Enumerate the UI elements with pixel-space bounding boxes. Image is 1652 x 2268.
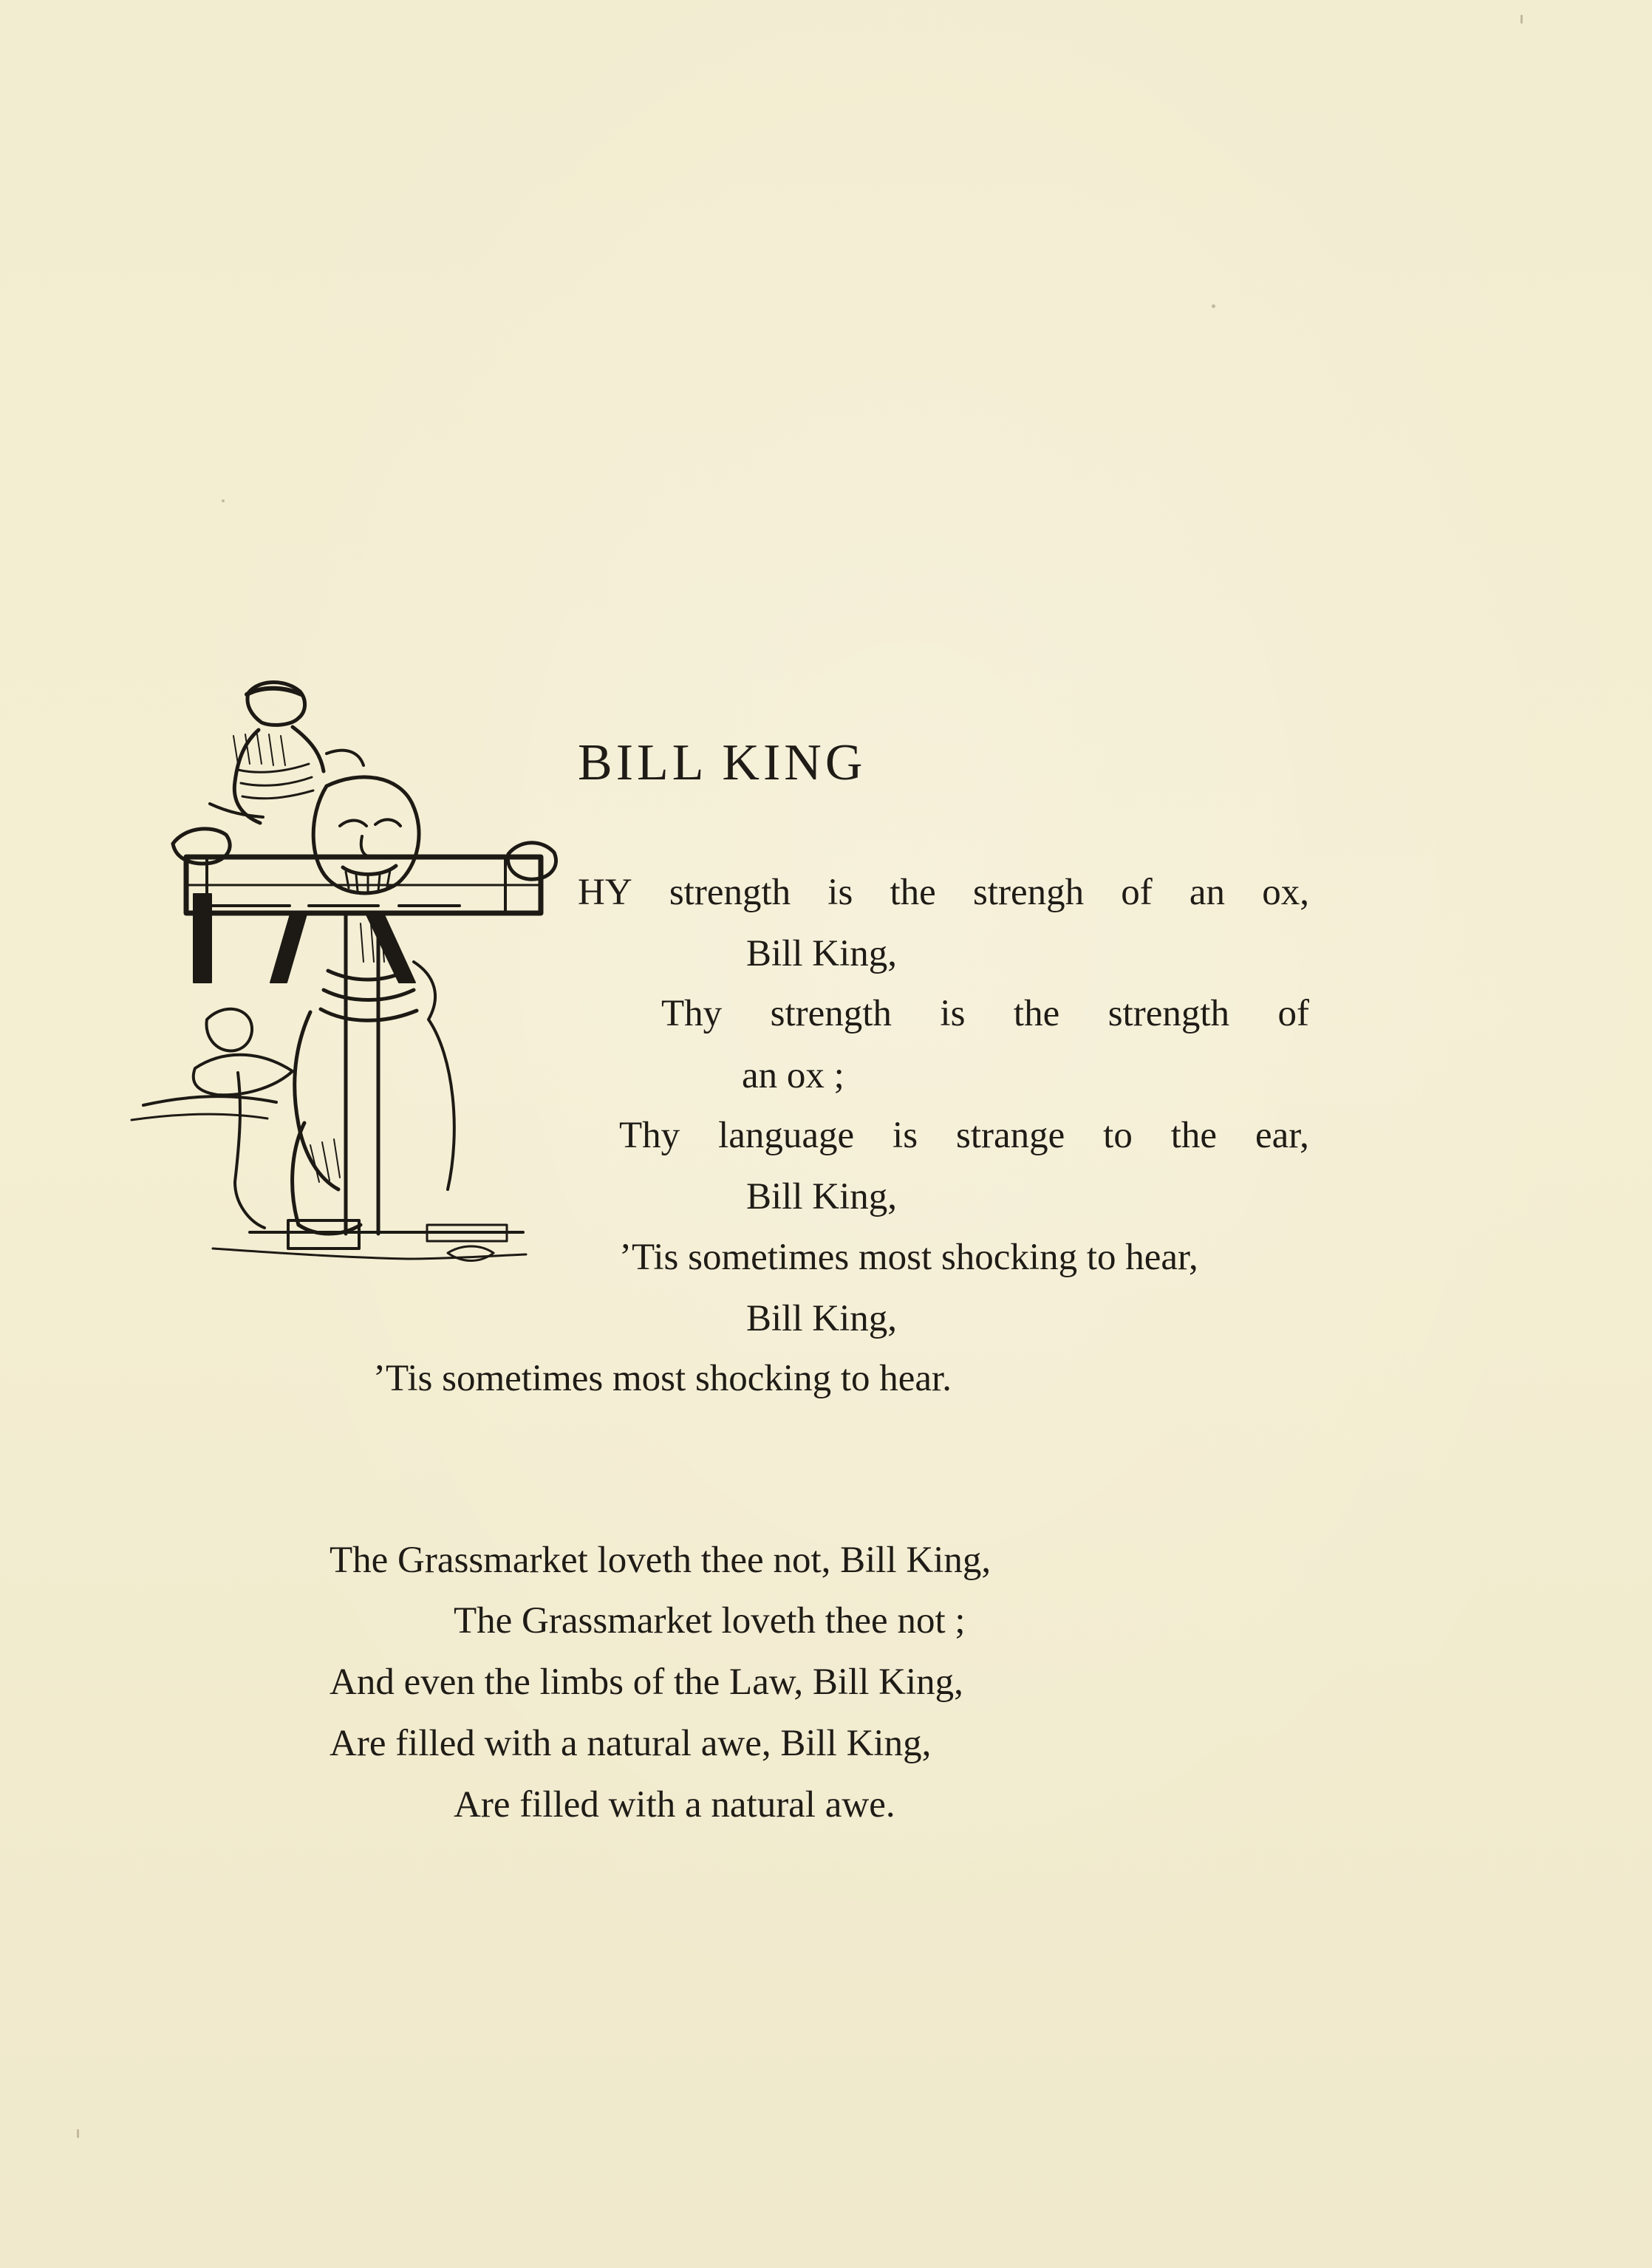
stanza-2-line-4: Are filled with a natural awe, Bill King,: [330, 1723, 932, 1764]
paper-speck: [1520, 15, 1523, 24]
poem-word: is: [892, 1115, 918, 1156]
poem-line-4: an ox ;: [742, 1055, 844, 1096]
poem-line-6: Bill King,: [746, 1176, 898, 1217]
drop-cap-w-pillory-illustration: [124, 672, 575, 1285]
poem-word: language: [718, 1115, 855, 1156]
poem-line-8: Bill King,: [746, 1298, 898, 1339]
poem-word: of: [1121, 872, 1153, 913]
poem-word: strange: [955, 1115, 1065, 1156]
poem-word: the: [1013, 993, 1060, 1034]
poem-line-9: ’Tis sometimes most shocking to hear.: [373, 1358, 952, 1399]
poem-word: the: [1170, 1115, 1218, 1156]
poem-word: is: [827, 872, 853, 913]
poem-word: strength: [669, 872, 791, 913]
paper-speck: [222, 499, 225, 502]
poem-word: ear,: [1255, 1115, 1309, 1156]
poem-word: HY: [578, 872, 632, 913]
poem-word: ox,: [1262, 872, 1309, 913]
poem-line-3: [661, 995, 1309, 1033]
stanza-2-line-2: The Grassmarket loveth thee not ;: [454, 1600, 966, 1642]
poem-word: strength: [770, 993, 892, 1034]
poem-word: is: [940, 993, 966, 1034]
stanza-2-line-3: And even the limbs of the Law, Bill King,: [330, 1661, 963, 1703]
stanza-2-line-1: The Grassmarket loveth thee not, Bill King,: [330, 1540, 991, 1581]
poem-line-1: [578, 874, 1309, 912]
paper-speck: [1212, 304, 1215, 308]
stanza-2-line-5: Are filled with a natural awe.: [454, 1784, 895, 1825]
poem-line-7: ’Tis sometimes most shocking to hear,: [619, 1237, 1198, 1278]
poem-word: to: [1103, 1115, 1133, 1156]
poem-word: of: [1277, 993, 1309, 1034]
poem-line-5: [619, 1117, 1309, 1155]
poem-line-2: Bill King,: [746, 933, 898, 974]
poem-word: the: [890, 872, 936, 913]
paper-speck: [77, 2129, 79, 2138]
poem-word: an: [1189, 872, 1226, 913]
poem-word: Thy: [619, 1115, 680, 1156]
poem-word: strengh: [972, 872, 1085, 913]
poem-word: Thy: [661, 993, 723, 1034]
poem-word: strength: [1107, 993, 1229, 1034]
poem-title: BILL KING: [578, 734, 867, 791]
